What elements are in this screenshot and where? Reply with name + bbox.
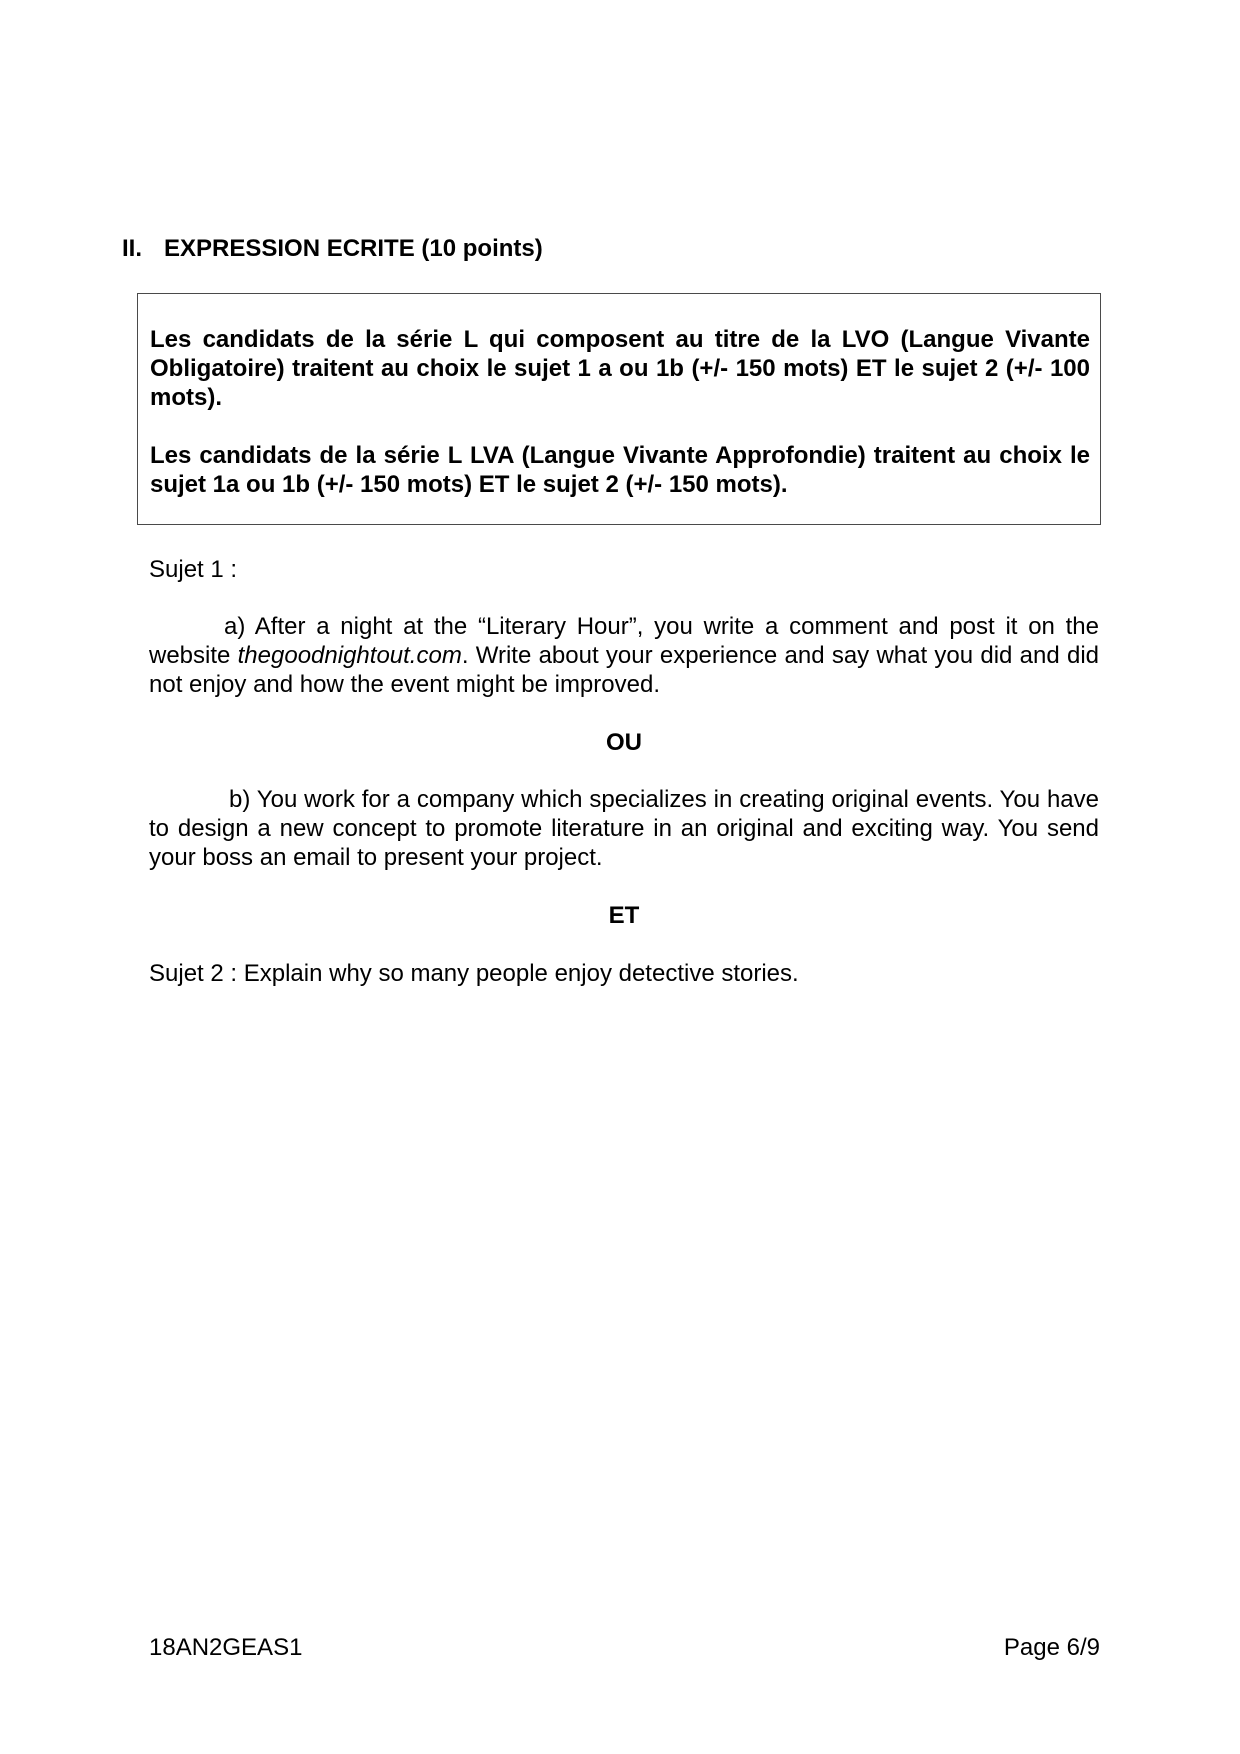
section-heading: [122, 235, 543, 263]
section-number: II.: [122, 235, 143, 262]
sujet1-option-b: b) You work for a company which specializes in creating original events. You have to design a new concept to promote literature in an original and exciting way. You send your boss an email to present your project.: [149, 786, 1099, 871]
sujet2-text: Sujet 2 : Explain why so many people enjoy detective stories.: [149, 960, 799, 987]
website-name: thegoodnightout.com: [237, 642, 462, 669]
option-a-text-end: . Write about your experience and say what you did and did not enjoy and how the event might be improved.: [149, 642, 1099, 698]
instruction-box: [137, 293, 1101, 525]
sujet1-label: Sujet 1 :: [149, 556, 238, 583]
footer-page-number: Page 6/9: [1003, 1634, 1100, 1661]
sujet1-option-a: [149, 612, 1099, 699]
connector-et: ET: [608, 902, 640, 929]
option-a-text-start: a) After a night at the “Literary Hour”, you write a comment and post it on the website: [149, 613, 1099, 669]
section-title: EXPRESSION ECRITE (10 points): [164, 235, 543, 262]
separator-ou: OU: [606, 729, 642, 756]
instruction-lva: Les candidats de la série L LVA (Langue Vivante Approfondie) traitent au choix le sujet 1a ou 1b (+/- 150 mots) ET le sujet 2 (+/- 150 mots).: [150, 442, 1090, 498]
footer-exam-code: 18AN2GEAS1: [149, 1634, 303, 1661]
instruction-lvo: Les candidats de la série L qui composent au titre de la LVO (Langue Vivante Obligatoire) traitent au choix le sujet 1 a ou 1b (+/- 150 mots) ET le sujet 2 (+/- 100 mots).: [150, 326, 1090, 411]
